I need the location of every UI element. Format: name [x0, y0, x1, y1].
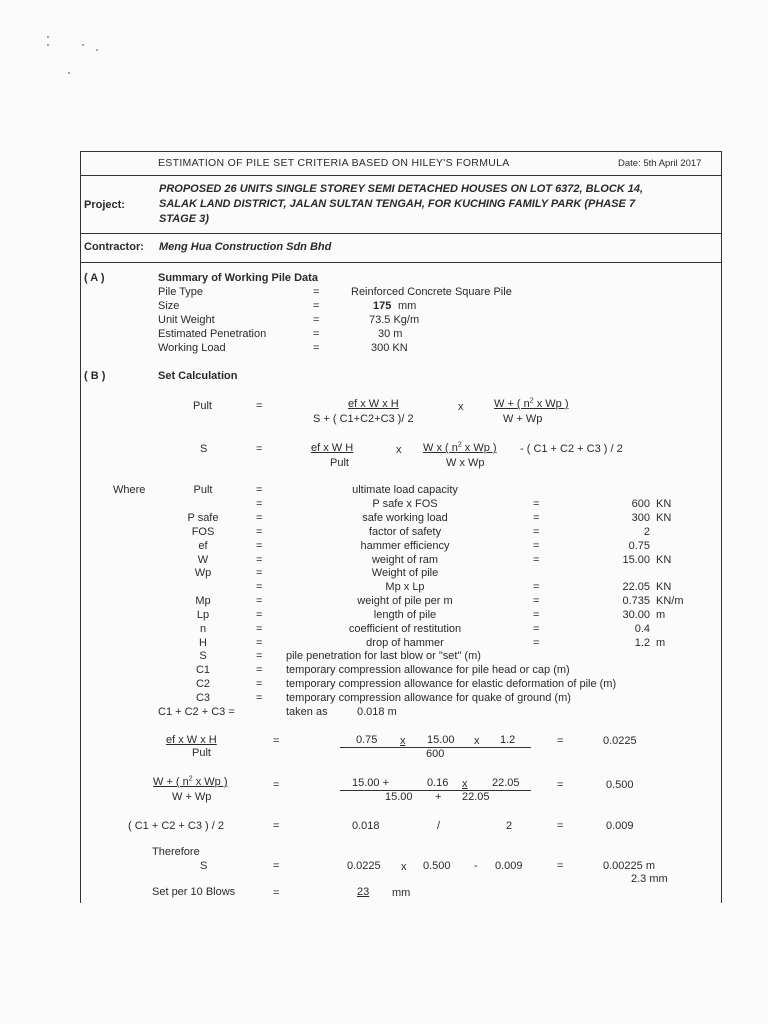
s-formula-times: x: [396, 444, 402, 456]
where-description: P safe x FOS: [372, 498, 438, 510]
compression-symbol: C2: [195, 678, 211, 690]
c-sum-desc: taken as: [286, 706, 328, 718]
working-load-label: Working Load: [158, 342, 226, 354]
size-label: Size: [158, 300, 180, 312]
scan-speck: [47, 44, 49, 46]
therefore-sym: S: [200, 860, 208, 872]
set-per-label: Set per 10 Blows: [152, 886, 236, 898]
pult-formula-num2: W + ( $n^2$ x Wp ): [494, 397, 569, 410]
therefore-eq2: =: [557, 860, 564, 872]
where-description: Mp x Lp: [385, 581, 425, 593]
set-per-eq: =: [273, 887, 280, 899]
set-per-unit: mm: [392, 887, 411, 899]
calc2-op: x: [462, 778, 468, 790]
where-unit: KN: [656, 581, 672, 593]
unit-weight-eq: =: [313, 314, 320, 326]
compression-description: temporary compression allowance for elastic deformation of pile (m): [286, 678, 617, 690]
where-value: 22.05: [622, 581, 650, 593]
therefore-c: 0.009: [495, 860, 523, 872]
where-eq: =: [256, 623, 263, 635]
calc2-lhs-den: W + Wp: [172, 791, 212, 803]
calc2-result: 0.500: [606, 779, 634, 791]
pile-type-label: Pile Type: [158, 286, 204, 298]
c-sum-label: C1 + C2 + C3 =: [158, 706, 235, 718]
where-symbol: FOS: [191, 526, 215, 538]
where-symbol: ef: [198, 540, 208, 552]
where-description: ultimate load capacity: [352, 484, 458, 496]
calc1-result: 0.0225: [603, 735, 637, 747]
where-symbol: Wp: [194, 567, 212, 579]
project-line-2: SALAK LAND DISTRICT, JALAN SULTAN TENGAH, FOR KUCHING FAMILY PARK (PHASE 7: [159, 198, 636, 210]
where-eq: =: [256, 581, 263, 593]
where-eq: =: [256, 512, 263, 524]
where-unit: KN: [656, 554, 672, 566]
calc3-lhs: ( C1 + C2 + C3 ) / 2: [128, 820, 224, 832]
s-formula-tail: - ( C1 + C2 + C3 ) / 2: [520, 443, 623, 455]
calc2-c: 22.05: [492, 777, 520, 789]
calc2-b: 0.16: [427, 777, 449, 789]
section-b-heading: Set Calculation: [158, 370, 238, 382]
where-symbol: W: [197, 554, 209, 566]
where-eq2: =: [533, 540, 540, 552]
calc1-lhs-num: ef x W x H: [166, 734, 217, 746]
where-value: 15.00: [622, 554, 650, 566]
where-eq: =: [256, 609, 263, 621]
project-label: Project:: [84, 199, 125, 211]
compression-description: pile penetration for last blow or "set" (m): [286, 650, 481, 662]
s-formula-eq: =: [256, 443, 263, 455]
pult-formula-den2: W + Wp: [503, 413, 543, 425]
therefore-op1: x: [401, 861, 407, 873]
compression-eq: =: [256, 650, 263, 662]
where-symbol: Pult: [193, 484, 213, 496]
set-per-value: 23: [357, 886, 370, 898]
where-value: 600: [631, 498, 650, 510]
where-eq: =: [256, 567, 263, 579]
where-eq: =: [256, 484, 263, 496]
where-value: 30.00: [622, 609, 650, 621]
pult-formula-eq: =: [256, 400, 263, 412]
calc3-op: /: [437, 820, 441, 832]
scan-speck: [82, 44, 84, 46]
pult-formula-lhs: Pult: [193, 400, 212, 412]
calc1-den: 600: [426, 748, 445, 760]
where-description: factor of safety: [368, 526, 442, 538]
divider-contractor: [80, 262, 722, 263]
divider-header: [80, 175, 722, 176]
size-unit: mm: [398, 300, 417, 312]
where-symbol: P safe: [187, 512, 219, 524]
compression-symbol: C1: [195, 664, 211, 676]
where-eq2: =: [533, 637, 540, 649]
where-label: Where: [113, 484, 146, 496]
where-value: 300: [631, 512, 650, 524]
s-formula-lhs: S: [200, 443, 208, 455]
where-symbol: H: [199, 637, 207, 649]
frame-left: [80, 151, 81, 903]
s-formula-den2: W x Wp: [446, 457, 485, 469]
calc1-op1: x: [400, 735, 406, 747]
document-title: ESTIMATION OF PILE SET CRITERIA BASED ON HILEY'S FORMULA: [158, 157, 510, 169]
contractor-name: Meng Hua Construction Sdn Bhd: [159, 241, 332, 253]
where-value: 1.2: [634, 637, 650, 649]
calc2-a: 15.00 +: [352, 777, 390, 789]
pile-type-value: Reinforced Concrete Square Pile: [351, 286, 512, 298]
therefore-a: 0.0225: [347, 860, 381, 872]
where-value: 0.735: [622, 595, 650, 607]
pult-formula-den1: S + ( C1+C2+C3 )/ 2: [313, 413, 414, 425]
unit-weight-label: Unit Weight: [158, 314, 215, 326]
calc2-eq: =: [273, 779, 280, 791]
contractor-label: Contractor:: [84, 241, 144, 253]
where-eq2: =: [533, 623, 540, 635]
pile-type-eq: =: [313, 286, 320, 298]
calc1-a: 0.75: [356, 734, 378, 746]
calc2-den-b: 22.05: [462, 791, 490, 803]
size-eq: =: [313, 300, 320, 312]
calc2-den-a: 15.00: [385, 791, 413, 803]
frame-top: [80, 151, 722, 152]
pult-formula-num1: ef x W x H: [348, 398, 399, 410]
compression-eq: =: [256, 678, 263, 690]
scan-speck: [68, 72, 70, 74]
where-description: coefficient of restitution: [348, 623, 462, 635]
working-load-eq: =: [313, 342, 320, 354]
therefore-result-mm: 2.3 mm: [631, 873, 668, 885]
calc1-op2: x: [474, 735, 480, 747]
calc2-lhs-num: W + ( $n^2$ x Wp ): [153, 775, 228, 788]
c-sum-value: 0.018 m: [357, 706, 397, 718]
calc1-eq2: =: [557, 735, 564, 747]
where-value: 0.4: [634, 623, 650, 635]
where-description: drop of hammer: [366, 637, 444, 649]
calc1-eq: =: [273, 735, 280, 747]
penetration-value: 30 m: [378, 328, 403, 340]
where-eq2: =: [533, 498, 540, 510]
calc1-lhs-den: Pult: [192, 747, 211, 759]
size-value: 175: [373, 300, 392, 312]
where-eq2: =: [533, 526, 540, 538]
where-eq: =: [256, 595, 263, 607]
therefore-b: 0.500: [423, 860, 451, 872]
calc3-eq: =: [273, 820, 280, 832]
where-eq2: =: [533, 512, 540, 524]
compression-description: temporary compression allowance for pile head or cap (m): [286, 664, 570, 676]
where-eq2: =: [533, 554, 540, 566]
where-description: length of pile: [373, 609, 437, 621]
compression-symbol: C3: [195, 692, 211, 704]
penetration-label: Estimated Penetration: [158, 328, 267, 340]
calc2-den-op: +: [435, 791, 442, 803]
where-unit: m: [656, 609, 666, 621]
section-a-tag: ( A ): [84, 272, 105, 284]
compression-description: temporary compression allowance for quake of ground (m): [286, 692, 571, 704]
where-eq: =: [256, 526, 263, 538]
where-eq: =: [256, 540, 263, 552]
where-symbol: n: [199, 623, 207, 635]
calc1-b: 15.00: [427, 734, 455, 746]
s-formula-num2: W x ( $n^2$ x Wp ): [423, 441, 497, 454]
therefore-result: 0.00225 m: [603, 860, 655, 872]
therefore-label: Therefore: [152, 846, 200, 858]
scan-speck: [47, 36, 49, 38]
where-value: 0.75: [628, 540, 650, 552]
compression-symbol: S: [199, 650, 207, 662]
calc3-a: 0.018: [352, 820, 380, 832]
where-value: 2: [643, 526, 650, 538]
where-unit: KN/m: [656, 595, 684, 607]
section-a-heading: Summary of Working Pile Data: [158, 272, 318, 284]
where-symbol: Lp: [196, 609, 210, 621]
calc3-b: 2: [506, 820, 513, 832]
where-description: Weight of pile: [371, 567, 439, 579]
where-unit: m: [656, 637, 666, 649]
where-unit: KN: [656, 512, 672, 524]
calc1-c: 1.2: [500, 734, 516, 746]
where-eq: =: [256, 498, 263, 510]
where-eq: =: [256, 554, 263, 566]
where-description: weight of ram: [371, 554, 439, 566]
penetration-eq: =: [313, 328, 320, 340]
where-description: safe working load: [362, 512, 448, 524]
unit-weight-value: 73.5 Kg/m: [369, 314, 420, 326]
section-b-tag: ( B ): [84, 370, 106, 382]
where-symbol: Mp: [195, 595, 211, 607]
s-formula-num1: ef x W H: [311, 442, 354, 454]
compression-eq: =: [256, 692, 263, 704]
where-description: hammer efficiency: [360, 540, 450, 552]
calc2-eq2: =: [557, 779, 564, 791]
frame-right: [721, 151, 722, 903]
where-eq2: =: [533, 595, 540, 607]
where-description: weight of pile per m: [357, 595, 453, 607]
where-unit: KN: [656, 498, 672, 510]
where-eq: =: [256, 637, 263, 649]
calc3-eq2: =: [557, 820, 564, 832]
document-date: Date: 5th April 2017: [618, 158, 702, 169]
where-eq2: =: [533, 609, 540, 621]
therefore-op2: -: [474, 860, 478, 872]
pult-formula-times: x: [458, 401, 464, 413]
calc3-result: 0.009: [606, 820, 634, 832]
therefore-eq: =: [273, 860, 280, 872]
s-formula-den1: Pult: [330, 457, 349, 469]
working-load-value: 300 KN: [371, 342, 408, 354]
compression-eq: =: [256, 664, 263, 676]
project-line-1: PROPOSED 26 UNITS SINGLE STOREY SEMI DETACHED HOUSES ON LOT 6372, BLOCK 14,: [159, 183, 644, 195]
scan-speck: [96, 49, 98, 51]
where-eq2: =: [533, 581, 540, 593]
divider-project: [80, 233, 722, 234]
project-line-3: STAGE 3): [159, 213, 209, 225]
